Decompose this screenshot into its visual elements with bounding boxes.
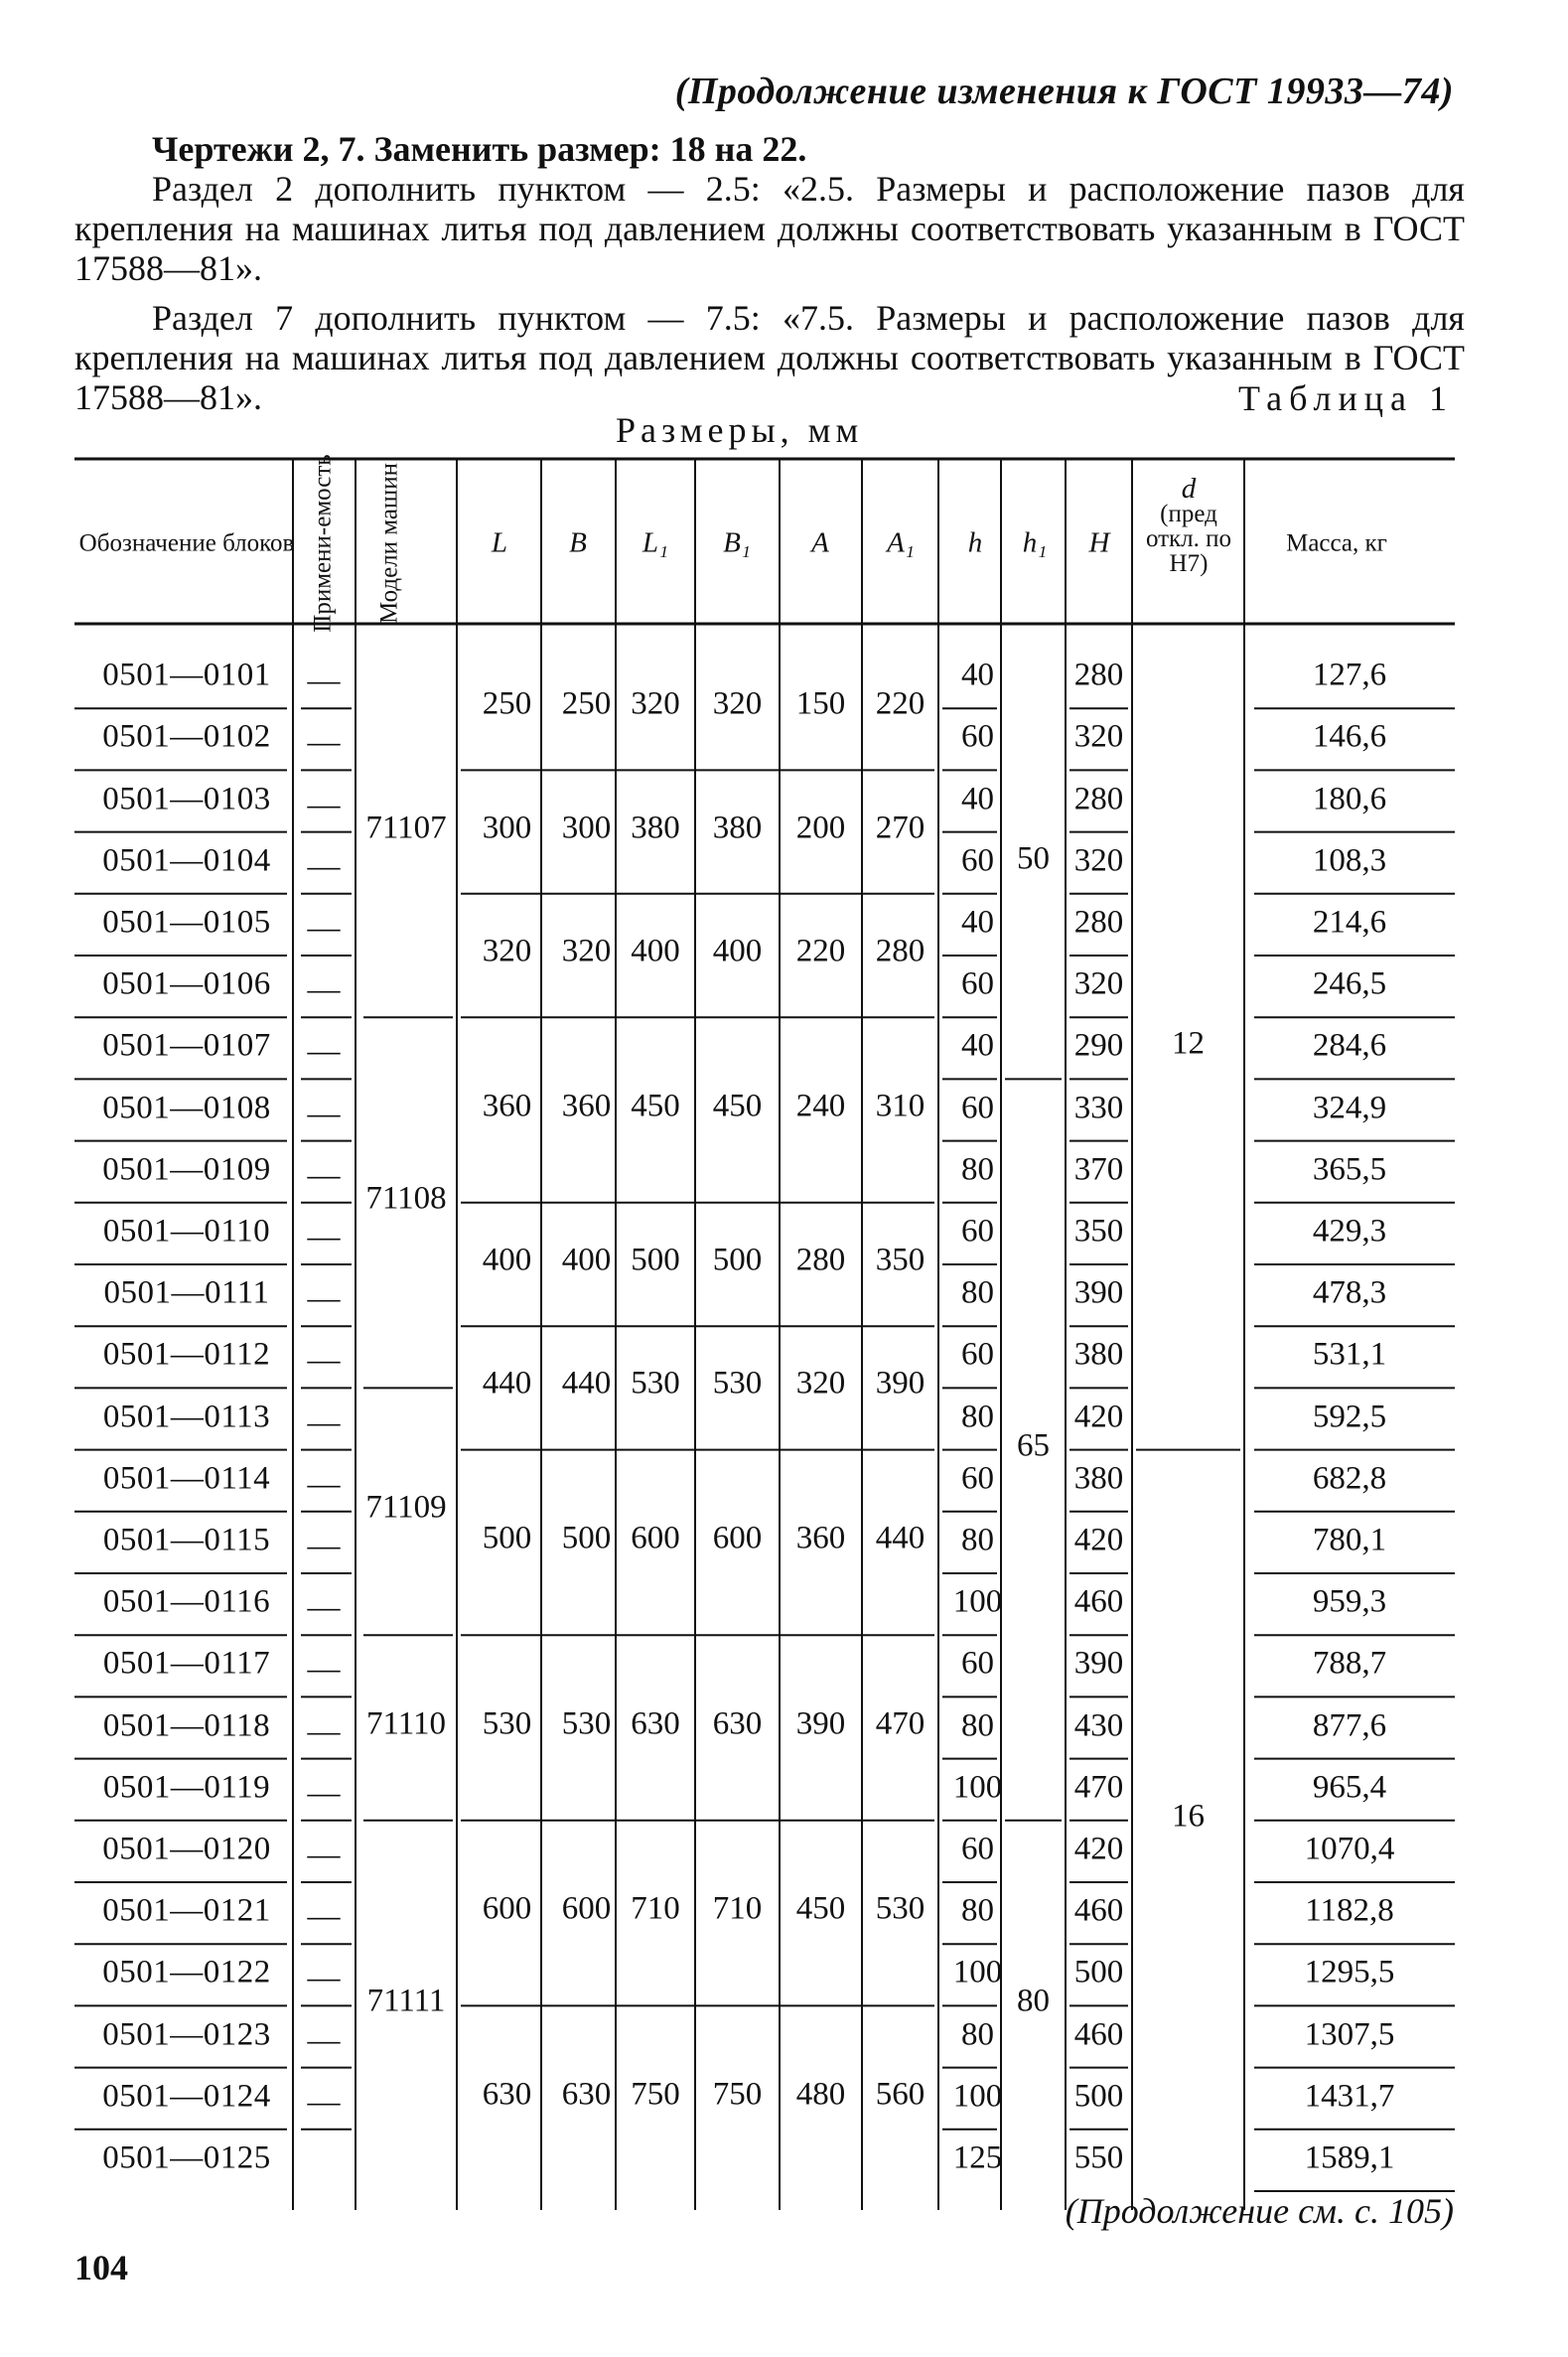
B-value: 500	[561, 1520, 612, 1556]
block-code: 0501—0123	[102, 2016, 271, 2052]
B-value: 250	[561, 685, 612, 722]
L1-value: 530	[631, 1365, 680, 1401]
A1-value: 280	[875, 933, 926, 969]
H-value: 460	[1073, 2016, 1124, 2052]
machine-model-value: 71107	[365, 810, 447, 846]
page-number: 104	[74, 2248, 128, 2287]
block-code: 0501—0125	[102, 2139, 271, 2176]
applicability-value: —	[307, 1528, 341, 1564]
mass-value: 284,6	[1312, 1027, 1387, 1064]
B1-value: 500	[712, 1242, 763, 1278]
H-value: 290	[1073, 1027, 1124, 1064]
A1-value: 530	[875, 1890, 926, 1927]
L-value: 400	[482, 1242, 532, 1278]
A1-value: 560	[875, 2076, 926, 2113]
A-value: 200	[795, 810, 846, 846]
H-value: 500	[1073, 2078, 1124, 2115]
A1-value: 470	[875, 1705, 926, 1741]
H-value: 420	[1073, 1399, 1124, 1434]
table-caption: Таблица 1	[1238, 378, 1454, 418]
mass-value: 592,5	[1312, 1399, 1387, 1434]
H-value: 370	[1073, 1151, 1124, 1188]
machine-model-value: 71110	[365, 1705, 447, 1741]
block-code: 0501—0106	[102, 965, 271, 1002]
A1-value: 310	[875, 1088, 926, 1123]
col-header-h: h	[967, 526, 983, 559]
col-header-mass: Масса, кг	[1286, 529, 1387, 557]
H-value: 350	[1073, 1213, 1124, 1250]
H-value: 330	[1073, 1090, 1124, 1125]
H-value: 500	[1073, 1954, 1124, 1990]
block-code: 0501—0114	[102, 1460, 271, 1497]
applicability-value: —	[307, 1466, 341, 1503]
col-header-A1: A₁	[887, 526, 915, 559]
block-code: 0501—0113	[102, 1399, 271, 1434]
h-value: 80	[961, 1892, 994, 1929]
h-value: 100	[952, 1954, 1003, 1990]
applicability-value: —	[307, 971, 341, 1008]
machine-model-value: 71108	[365, 1180, 447, 1217]
H-value: 280	[1073, 904, 1124, 941]
col-header-applicability: Примени-емость	[309, 454, 337, 633]
A1-value: 220	[875, 685, 926, 722]
mass-value: 531,1	[1312, 1336, 1387, 1373]
col-header-H: H	[1088, 526, 1110, 559]
applicability-value: —	[307, 1096, 341, 1131]
col-header-designation: Обозначение блоков	[78, 529, 295, 557]
h-value: 80	[961, 2016, 994, 2052]
mass-value: 1431,7	[1304, 2078, 1395, 2115]
col-header-h1: h₁	[1022, 526, 1048, 559]
L1-value: 500	[631, 1242, 680, 1278]
applicability-value: —	[307, 1960, 341, 1996]
L-value: 440	[482, 1365, 532, 1401]
H-value: 550	[1073, 2139, 1124, 2176]
block-code: 0501—0116	[102, 1583, 271, 1620]
machine-model-value: 71109	[365, 1489, 447, 1526]
H-value: 380	[1073, 1460, 1124, 1497]
L1-value: 710	[631, 1890, 680, 1927]
H-value: 390	[1073, 1274, 1124, 1311]
H-value: 420	[1073, 1522, 1124, 1558]
applicability-value: —	[307, 787, 341, 822]
applicability-value: —	[307, 1651, 341, 1688]
applicability-value: —	[307, 1219, 341, 1255]
h-value: 60	[961, 1460, 994, 1497]
B1-value: 530	[712, 1365, 763, 1401]
A-value: 220	[795, 933, 846, 969]
block-code: 0501—0101	[102, 657, 271, 693]
H-value: 320	[1073, 965, 1124, 1002]
h-value: 60	[961, 1090, 994, 1125]
applicability-value: —	[307, 1775, 341, 1812]
B-value: 320	[561, 933, 612, 969]
B-value: 630	[561, 2076, 612, 2113]
block-code: 0501—0103	[102, 781, 271, 816]
h-value: 60	[961, 1645, 994, 1682]
B1-value: 600	[712, 1520, 763, 1556]
H-value: 460	[1073, 1892, 1124, 1929]
d-value: 16	[1172, 1798, 1205, 1835]
A1-value: 350	[875, 1242, 926, 1278]
A-value: 450	[795, 1890, 846, 1927]
h-value: 80	[961, 1274, 994, 1311]
mass-value: 365,5	[1312, 1151, 1387, 1188]
A-value: 240	[795, 1088, 846, 1123]
block-code: 0501—0110	[102, 1213, 271, 1250]
h-value: 60	[961, 1831, 994, 1867]
B-value: 300	[561, 810, 612, 846]
h-value: 125	[952, 2139, 1003, 2176]
A1-value: 440	[875, 1520, 926, 1556]
B1-value: 380	[712, 810, 763, 846]
mass-value: 1307,5	[1304, 2016, 1395, 2052]
h1-value: 80	[1017, 1983, 1050, 2019]
h-value: 100	[952, 2078, 1003, 2115]
mass-value: 877,6	[1312, 1707, 1387, 1743]
mass-value: 682,8	[1312, 1460, 1387, 1497]
block-code: 0501—0118	[102, 1707, 271, 1743]
B-value: 440	[561, 1365, 612, 1401]
block-code: 0501—0111	[103, 1274, 270, 1311]
L-value: 320	[482, 933, 532, 969]
mass-value: 1070,4	[1304, 1831, 1395, 1867]
B-value: 600	[561, 1890, 612, 1927]
L1-value: 630	[631, 1705, 680, 1741]
continuation-footer: (Продолжение см. с. 105)	[1065, 2191, 1454, 2231]
applicability-value: —	[307, 663, 341, 699]
applicability-value: —	[307, 1280, 341, 1317]
mass-value: 214,6	[1312, 904, 1387, 941]
A-value: 480	[795, 2076, 846, 2113]
B1-value: 400	[712, 933, 763, 969]
h-value: 100	[952, 1583, 1003, 1620]
col-header-machine-models: Модели машин	[375, 462, 403, 625]
H-value: 390	[1073, 1645, 1124, 1682]
L-value: 630	[482, 2076, 532, 2113]
H-value: 420	[1073, 1831, 1124, 1867]
h1-value: 65	[1017, 1427, 1050, 1464]
applicability-value: —	[307, 1157, 341, 1194]
applicability-value: —	[307, 910, 341, 947]
h-value: 80	[961, 1522, 994, 1558]
col-header-B1: B₁	[723, 526, 751, 559]
block-code: 0501—0109	[102, 1151, 271, 1188]
mass-value: 959,3	[1312, 1583, 1387, 1620]
h1-value: 50	[1017, 840, 1050, 877]
block-code: 0501—0121	[102, 1892, 271, 1929]
paragraph-section-2: Раздел 2 дополнить пунктом — 2.5: «2.5. Размеры и расположение пазов для крепления на машинах литья под давлением должны соответствовать указанным в ГОСТ 17588—81».	[74, 169, 1465, 288]
H-value: 280	[1073, 781, 1124, 816]
H-value: 470	[1073, 1769, 1124, 1806]
h-value: 60	[961, 965, 994, 1002]
B1-value: 450	[712, 1088, 763, 1123]
d-value: 12	[1172, 1025, 1205, 1062]
col-header-B: B	[569, 526, 587, 559]
col-header-L: L	[491, 526, 508, 559]
B1-value: 320	[712, 685, 763, 722]
block-code: 0501—0122	[102, 1954, 271, 1990]
h-value: 60	[961, 1336, 994, 1373]
L-value: 300	[482, 810, 532, 846]
block-code: 0501—0120	[102, 1831, 271, 1867]
applicability-value: —	[307, 2022, 341, 2058]
applicability-value: —	[307, 1033, 341, 1070]
L1-value: 320	[631, 685, 680, 722]
A-value: 320	[795, 1365, 846, 1401]
block-code: 0501—0104	[102, 842, 271, 879]
machine-model-value: 71111	[366, 1983, 446, 2019]
block-code: 0501—0115	[102, 1522, 271, 1558]
applicability-value: —	[307, 1404, 341, 1440]
block-code: 0501—0108	[102, 1090, 271, 1125]
block-code: 0501—0105	[102, 904, 271, 941]
L1-value: 750	[631, 2076, 680, 2113]
A-value: 280	[795, 1242, 846, 1278]
block-code: 0501—0107	[102, 1027, 271, 1064]
mass-value: 324,9	[1312, 1090, 1387, 1125]
h-value: 60	[961, 842, 994, 879]
col-header-d-note: (пред откл. по H7)	[1145, 501, 1232, 577]
mass-value: 780,1	[1312, 1522, 1387, 1558]
B1-value: 710	[712, 1890, 763, 1927]
mass-value: 1295,5	[1304, 1954, 1395, 1990]
L1-value: 600	[631, 1520, 680, 1556]
h-value: 80	[961, 1707, 994, 1743]
col-header-d: d	[1181, 473, 1197, 505]
H-value: 430	[1073, 1707, 1124, 1743]
h-value: 40	[961, 781, 994, 816]
H-value: 380	[1073, 1336, 1124, 1373]
H-value: 320	[1073, 842, 1124, 879]
L-value: 360	[482, 1088, 532, 1123]
mass-value: 1182,8	[1305, 1892, 1394, 1929]
col-header-d-group	[1142, 473, 1236, 577]
applicability-value: —	[307, 724, 341, 761]
L1-value: 450	[631, 1088, 680, 1123]
L-value: 500	[482, 1520, 532, 1556]
B1-value: 630	[712, 1705, 763, 1741]
applicability-value: —	[307, 1837, 341, 1873]
L-value: 530	[482, 1705, 532, 1741]
h-value: 40	[961, 657, 994, 693]
applicability-value: —	[307, 1898, 341, 1935]
applicability-value: —	[307, 1342, 341, 1379]
mass-value: 246,5	[1312, 965, 1387, 1002]
h-value: 100	[952, 1769, 1003, 1806]
B-value: 530	[561, 1705, 612, 1741]
applicability-value: —	[307, 1589, 341, 1626]
mass-value: 1589,1	[1304, 2139, 1395, 2176]
B-value: 400	[561, 1242, 612, 1278]
L1-value: 380	[631, 810, 680, 846]
paragraph-section-7: Раздел 7 дополнить пунктом — 7.5: «7.5. Размеры и расположение пазов для крепления на машинах литья под давлением должны соответствовать указанным в ГОСТ 17588—81».	[74, 298, 1465, 417]
h-value: 60	[961, 1213, 994, 1250]
applicability-value: —	[307, 848, 341, 885]
H-value: 320	[1073, 718, 1124, 755]
H-value: 460	[1073, 1583, 1124, 1620]
table-units: Размеры, мм	[616, 410, 864, 450]
mass-value: 108,3	[1312, 842, 1387, 879]
mass-value: 478,3	[1312, 1274, 1387, 1311]
continuation-header: (Продолжение изменения к ГОСТ 19933—74)	[674, 71, 1454, 112]
block-code: 0501—0112	[102, 1336, 271, 1373]
A1-value: 270	[875, 810, 926, 846]
col-header-L1: L₁	[641, 526, 669, 559]
A-value: 150	[795, 685, 846, 722]
paragraph-drawings: Чертежи 2, 7. Заменить размер: 18 на 22.	[152, 129, 807, 169]
applicability-value: —	[307, 2084, 341, 2121]
B-value: 360	[561, 1088, 612, 1123]
block-code: 0501—0119	[102, 1769, 271, 1806]
mass-value: 127,6	[1312, 657, 1387, 693]
B1-value: 750	[712, 2076, 763, 2113]
h-value: 40	[961, 904, 994, 941]
block-code: 0501—0124	[102, 2078, 271, 2115]
mass-value: 429,3	[1312, 1213, 1387, 1250]
L1-value: 400	[631, 933, 680, 969]
mass-value: 965,4	[1312, 1769, 1387, 1806]
h-value: 80	[961, 1399, 994, 1434]
mass-value: 180,6	[1312, 781, 1387, 816]
block-code: 0501—0117	[102, 1645, 271, 1682]
A-value: 360	[795, 1520, 846, 1556]
H-value: 280	[1073, 657, 1124, 693]
mass-value: 146,6	[1312, 718, 1387, 755]
mass-value: 788,7	[1312, 1645, 1387, 1682]
L-value: 600	[482, 1890, 532, 1927]
h-value: 40	[961, 1027, 994, 1064]
block-code: 0501—0102	[102, 718, 271, 755]
L-value: 250	[482, 685, 532, 722]
A1-value: 390	[875, 1365, 926, 1401]
h-value: 80	[961, 1151, 994, 1188]
h-value: 60	[961, 718, 994, 755]
applicability-value: —	[307, 1713, 341, 1749]
A-value: 390	[795, 1705, 846, 1741]
col-header-A: A	[811, 526, 829, 559]
